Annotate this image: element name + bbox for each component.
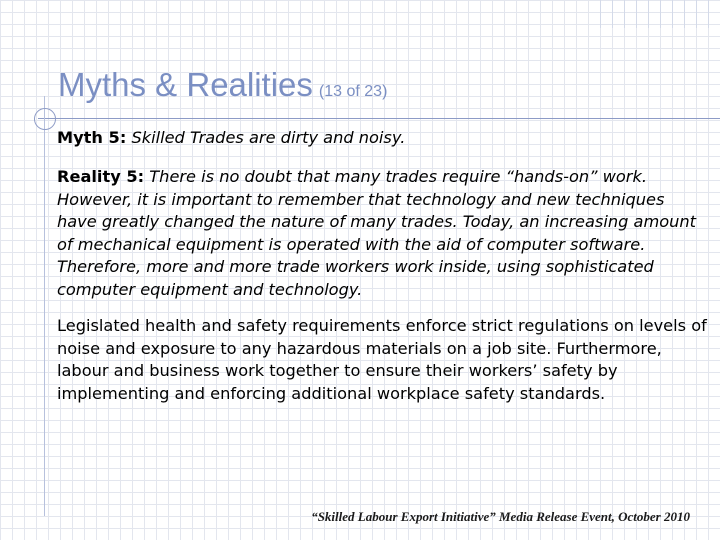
title-rule [38, 118, 720, 119]
myth-paragraph [57, 127, 405, 150]
slide-title [58, 66, 387, 104]
slide-title-text: Myths & Realities [58, 66, 313, 103]
crosshair-ornament [34, 108, 56, 130]
myth-text: Skilled Trades are dirty and noisy. [131, 128, 406, 147]
body-paragraph: Legislated health and safety requirements enforce strict regulations on levels of noise and exposure to any hazardous materials on a job site. Furthermore, labour and business work together to ensure their workers’ safety by implementing and enforcing additional workplace safety standards. [57, 316, 707, 404]
footer-caption: “Skilled Labour Export Initiative” Media Release Event, October 2010 [311, 509, 690, 524]
slide-counter: (13 of 23) [318, 83, 388, 100]
reality-paragraph [57, 166, 707, 301]
left-rule [44, 96, 45, 516]
myth-label: Myth 5: [57, 128, 127, 147]
reality-label: Reality 5: [57, 167, 145, 186]
reality-text: There is no doubt that many trades require “hands-on” work. However, it is important to remember that technology and new techniques have greatly changed the nature of many trades. Today, an increasing amount of mechanical equipment is operated with the aid of computer software. Therefore, more and more trade workers work inside, using sophisticated computer equipment and technology. [57, 167, 696, 299]
corner-decoration [600, 0, 720, 28]
